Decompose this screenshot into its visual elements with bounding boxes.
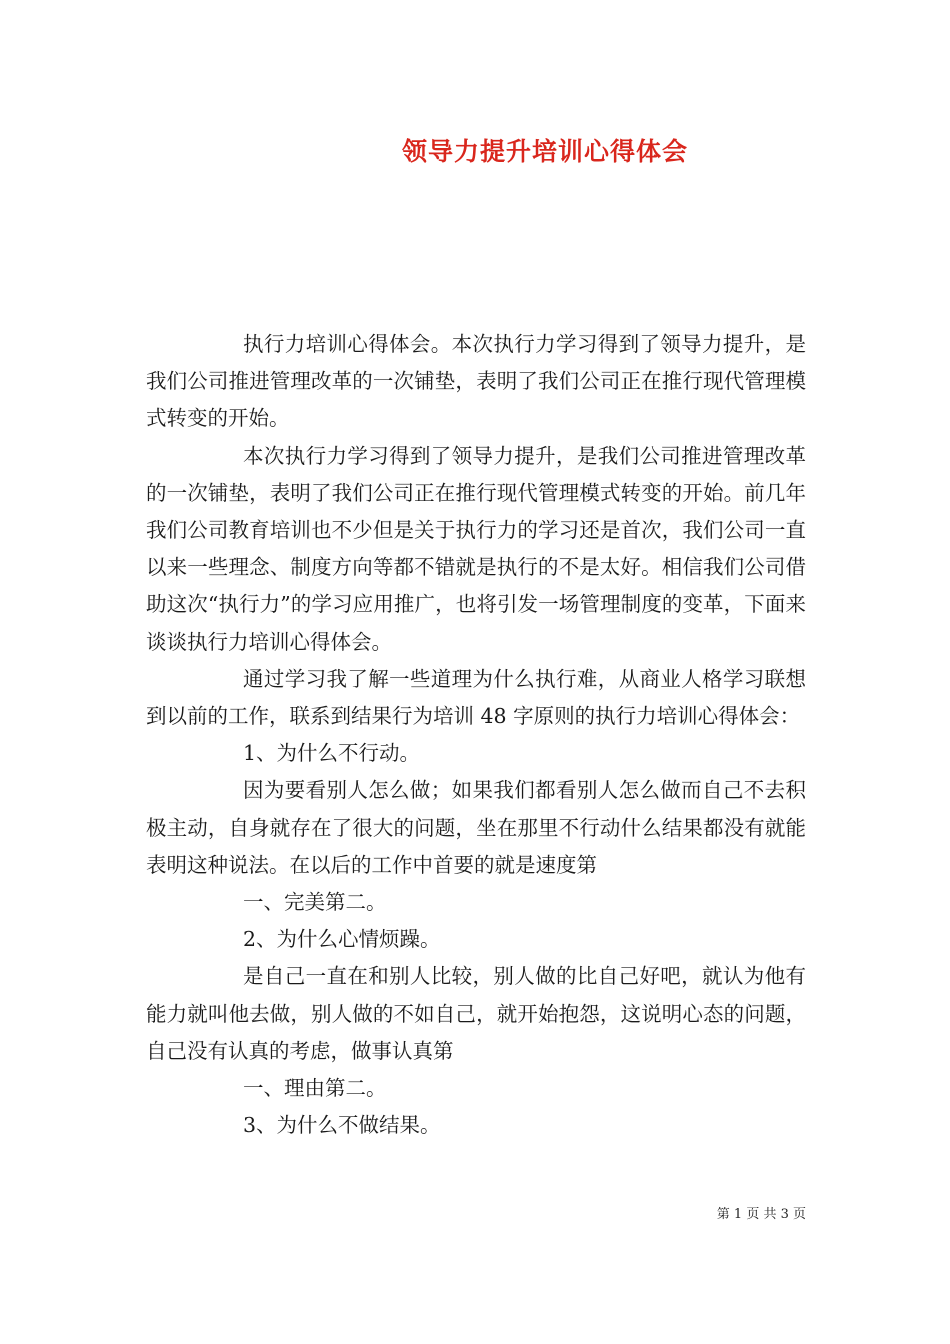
paragraph: 因为要看别人怎么做；如果我们都看别人怎么做而自己不去积极主动，自身就存在了很大的问题，坐在那里不行动什么结果都没有就能表明这种说法。在以后的工作中首要的就是速度第	[146, 778, 806, 877]
page-number: 第 1 页 共 3 页	[716, 1207, 806, 1222]
paragraph: 执行力培训心得体会。本次执行力学习得到了领导力提升，是我们公司推进管理改革的一次铺垫，表明了我们公司正在推行现代管理模式转变的开始。	[146, 332, 806, 431]
list-heading: 3、为什么不做结果。	[243, 1113, 441, 1138]
paragraph: 一、完美第二。	[243, 890, 387, 915]
list-heading: 2、为什么心情烦躁。	[243, 927, 441, 952]
paragraph: 通过学习我了解一些道理为什么执行难，从商业人格学习联想到以前的工作，联系到结果行为培训 48 字原则的执行力培训心得体会：	[146, 666, 806, 729]
document-title: 领导力提升培训心得体会	[401, 137, 688, 166]
paragraph: 本次执行力学习得到了领导力提升，是我们公司推进管理改革的一次铺垫，表明了我们公司正在推行现代管理模式转变的开始。前几年我们公司教育培训也不少但是关于执行力的学习还是首次，我们公司一直以来一些理念、制度方向等都不错就是执行的不是太好。相信我们公司借助这次“执行力”的学习应用推广，也将引发一场管理制度的变革，下面来谈谈执行力培训心得体会。	[146, 443, 806, 654]
list-heading: 1、为什么不行动。	[243, 741, 421, 766]
document-body	[146, 326, 806, 1144]
paragraph: 是自己一直在和别人比较，别人做的比自己好吧，就认为他有能力就叫他去做，别人做的不如自己，就开始抱怨，这说明心态的问题，自己没有认真的考虑，做事认真第	[146, 964, 806, 1063]
paragraph: 一、理由第二。	[243, 1076, 387, 1101]
